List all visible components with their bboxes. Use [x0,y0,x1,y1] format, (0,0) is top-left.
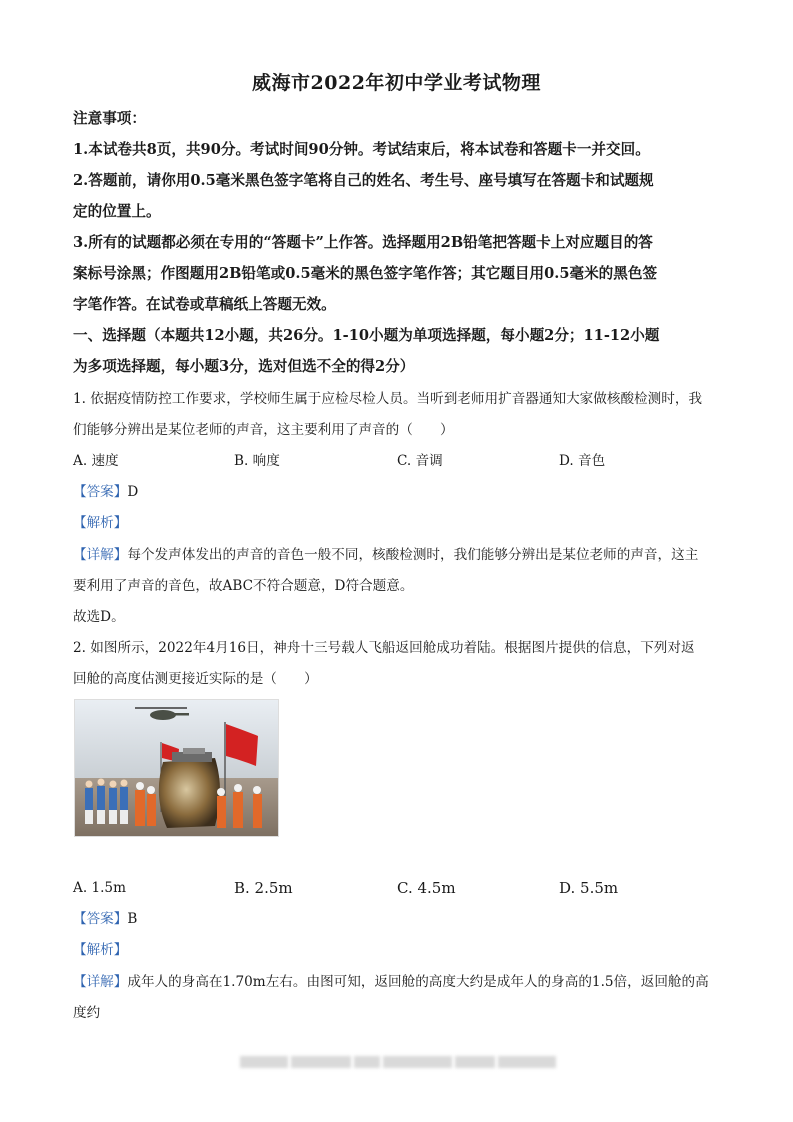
q1-detail-text-1: 每个发声体发出的声音的音色一般不同，核酸检测时，我们能够分辨出是某位老师的声音，这主 [127,547,699,563]
capsule-landing-photo [74,699,279,837]
notice-heading: 注意事项： [73,110,146,127]
section-heading-line-1: 一、选择题（本题共12小题，共26分。1-10小题为单项选择题，每小题2分；11-12小题 [73,327,660,344]
q1-stem-line-1: 1. 依据疫情防控工作要求，学校师生属于应检尽检人员。当听到老师用扩音器通知大家做核酸检测时，我 [73,391,703,407]
q1-option-d: D. 音色 [559,453,606,469]
q1-option-a: A. 速度 [73,453,119,469]
q2-analysis-tag: 【解析】 [73,942,128,958]
q2-option-c: C. 4.5m [397,879,456,897]
notice-line-4: 3.所有的试题都必须在专用的“答题卡”上作答。选择题用2B铅笔把答题卡上对应题目的答 [73,234,653,251]
q2-option-b: B. 2.5m [234,879,293,897]
q2-answer-value: B [127,911,138,927]
q2-stem-line-1: 2. 如图所示，2022年4月16日，神舟十三号载人飞船返回舱成功着陆。根据图片提供的信息，下列对返 [73,640,695,656]
q1-detail-tag: 【详解】 [73,547,128,563]
notice-line-3: 定的位置上。 [73,203,161,220]
notice-line-6: 字笔作答。在试卷或草稿纸上答题无效。 [73,296,336,313]
blurred-footer-watermark [240,1055,556,1069]
section-heading-line-2: 为多项选择题，每小题3分，选对但选不全的得2分） [73,358,415,375]
q1-stem-line-2: 们能够分辨出是某位老师的声音，这主要利用了声音的（ ） [73,422,454,438]
notice-line-1: 1.本试卷共8页，共90分。考试时间90分钟。考试结束后，将本试卷和答题卡一并交回。 [73,141,650,158]
q1-detail-line-1 [73,545,723,565]
q1-detail-line-2: 要利用了声音的音色，故ABC不符合题意，D符合题意。 [73,578,414,594]
q2-option-d: D. 5.5m [559,879,619,897]
q1-analysis-tag: 【解析】 [73,515,128,531]
page-title: 威海市2022年初中学业考试物理 [252,72,541,94]
q2-answer [73,909,723,929]
q2-option-a: A. 1.5m [73,880,126,896]
q1-answer-tag: 【答案】 [73,484,128,500]
q2-detail-line-2: 度约 [73,1005,101,1021]
q2-detail-text-1: 成年人的身高在1.70m左右。由图可知，返回舱的高度大约是成年人的身高的1.5倍，返回舱的高 [127,974,709,990]
q1-conclusion: 故选D。 [73,609,125,625]
notice-line-5: 案标号涂黑；作图题用2B铅笔或0.5毫米的黑色签字笔作答；其它题目用0.5毫米的黑色签 [73,265,658,282]
q1-answer [73,482,723,502]
q2-detail-line-1 [73,972,723,992]
q2-stem-line-2: 回舱的高度估测更接近实际的是（ ） [73,671,318,687]
q1-answer-value: D [127,484,139,500]
q1-option-c: C. 音调 [397,453,443,469]
capsule-landing-illustration [75,700,278,836]
notice-line-2: 2.答题前，请你用0.5毫米黑色签字笔将自己的姓名、考生号、座号填写在答题卡和试题规 [73,172,654,189]
q2-answer-tag: 【答案】 [73,911,128,927]
q1-option-b: B. 响度 [234,453,280,469]
q2-detail-tag: 【详解】 [73,974,128,990]
